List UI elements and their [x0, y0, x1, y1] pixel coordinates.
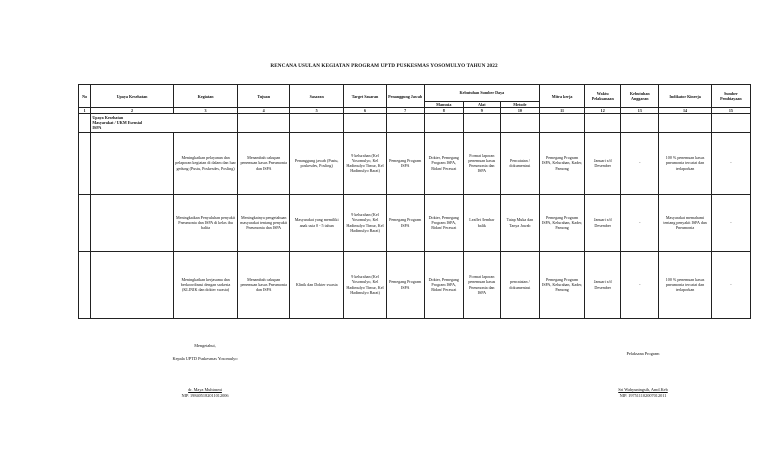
signature-right-position: Pelaksana Program	[626, 351, 660, 356]
column-number: 12	[585, 108, 621, 114]
cell-indikator: 100 % penemuan kasus pneumonia tercatat dan terlaporkan	[659, 251, 711, 318]
cell-mitra: Pemegang Program ISPA, Kelurahan, Kader, Pamong	[539, 132, 584, 194]
cell-sumber: -	[711, 194, 750, 251]
table-row	[79, 132, 751, 194]
column-number: 5	[289, 108, 344, 114]
signature-right-nip: NIP. 197511102007012011	[619, 392, 667, 398]
section-ispa: ISPA	[92, 125, 102, 131]
column-number: 7	[386, 108, 424, 114]
signature-left-position: Kepala UPTD Puskesmas Yosomulyo	[172, 355, 238, 361]
cell-waktu: Januari s/d Desember	[585, 132, 621, 194]
column-number: 15	[711, 108, 750, 114]
signature-left-nip: NIP. 198405182011012006	[181, 392, 229, 398]
header-mitra: Mitra kerja	[539, 85, 584, 108]
cell-waktu: Januari s/d Desember	[585, 194, 621, 251]
table-row	[79, 194, 751, 251]
cell-sasaran: Masyarakat yang memiliki anak usia 0 - 5 tahun	[289, 194, 344, 251]
cell-target: 9 kelurahan (Kel Yosomulyo, Kel Hadimulyo Timur, Kel Hadimulyo Barat)	[344, 251, 386, 318]
signature-right-block	[598, 387, 688, 398]
column-number: 11	[539, 108, 584, 114]
header-metode: Metode	[500, 102, 539, 108]
cell-target: 9 kelurahan (Kel Yosomulyo, Kel Hadimulyo Timur, Kel Hadimulyo Barat)	[344, 132, 386, 194]
cell-pj: Pemegang Program ISPA	[386, 194, 424, 251]
cell-manusia: Dokter, Pemegang Program ISPA, Bidan/ Perawat	[424, 194, 463, 251]
header-sumber: Sumber Pembiayaan	[711, 85, 750, 108]
cell-tujuan: Menambah cakupan penemuan kasus Pneumonia dan ISPA	[238, 132, 289, 194]
header-penanggung-jawab: Penanggung Jawab	[386, 85, 424, 108]
column-number: 8	[424, 108, 463, 114]
header-waktu: Waktu Pelaksanaan	[585, 85, 621, 108]
cell-metode: pencatatan / dokumentasi	[500, 251, 539, 318]
cell-metode: Pencatatan / dokumentasi	[500, 132, 539, 194]
column-number: 10	[500, 108, 539, 114]
section-row	[79, 114, 751, 132]
cell-tujuan: Menambah cakupan penemuan kasus Pneumonia dan ISPA	[238, 251, 289, 318]
header-alat: Alat	[463, 102, 500, 108]
cell-alat: Format laporan penemuan kasus Pneumonia dan ISPA	[463, 251, 500, 318]
cell-anggaran: -	[621, 194, 659, 251]
cell-anggaran: -	[621, 251, 659, 318]
signature-right-header	[598, 351, 688, 357]
header-indikator: Indikator Kinerja	[659, 85, 711, 108]
header-no: No	[79, 85, 91, 108]
cell-mitra: Pemegang Program ISPA, Kelurahan, Kader, Pamong	[539, 194, 584, 251]
cell-sasaran: Penanggung jawab (Pustu, poskesdes, Posling)	[289, 132, 344, 194]
header-tujuan: Tujuan	[238, 85, 289, 108]
column-number: 9	[463, 108, 500, 114]
program-plan-table	[78, 84, 751, 319]
column-number: 13	[621, 108, 659, 114]
cell-sasaran: Klinik dan Dokter swasta	[289, 251, 344, 318]
column-number: 6	[344, 108, 386, 114]
cell-sumber: -	[711, 132, 750, 194]
cell-manusia: Dokter, Pemegang Program ISPA, Bidan/ Perawat	[424, 132, 463, 194]
signature-left-greeting: Mengetahui,	[194, 343, 216, 348]
cell-tujuan: Meningkatnya pengetahuan masyarakat tentang penyakit Pneumonia dan ISPA	[238, 194, 289, 251]
column-number: 1	[79, 108, 91, 114]
header-target: Target Sasaran	[344, 85, 386, 108]
cell-kegiatan: Meningkatkan Penyuluhan penyakit Pneumonia dan ISPA di kelas ibu balita	[173, 194, 238, 251]
signature-right-name: Sri Wahyuningsih, Amd.Keb	[618, 387, 668, 392]
cell-kegiatan: Meningkatkan pelayanan dan pelaporan kegiatan di dalam dan luar gedung (Pustu, Poskesdes, Posling)	[173, 132, 238, 194]
section-label: Upaya Kesehatan Masyarakat / UKM Esensial ISPA	[91, 114, 238, 132]
cell-kegiatan: Meningkatkan kerjasama dan berkoordinasi dengan sarkesta (KLINIK dan dokter swasta)	[173, 251, 238, 318]
signature-left-block	[0, 387, 410, 398]
cell-sumber: -	[711, 251, 750, 318]
cell-indikator: 100 % penemuan kasus pneumonia tercatat dan terlaporkan	[659, 132, 711, 194]
cell-alat: Format laporan penemuan kasus Pneumonia dan ISPA	[463, 132, 500, 194]
header-kegiatan: Kegiatan	[173, 85, 238, 108]
column-number: 14	[659, 108, 711, 114]
header-manusia: Manusia	[424, 102, 463, 108]
cell-waktu: Januari s/d Desember	[585, 251, 621, 318]
column-number: 4	[238, 108, 289, 114]
cell-indikator: Masyarakat memahami tentang penyakit ISPA dan Pneumonia	[659, 194, 711, 251]
document-title: RENCANA USULAN KEGIATAN PROGRAM UPTD PUSKESMAS YOSOMULYO TAHUN 2022	[270, 63, 498, 69]
cell-pj: Pemegang Program ISPA	[386, 251, 424, 318]
header-kebutuhan-sumber-daya: Kebutuhan Sumber Daya	[424, 85, 539, 102]
column-number: 2	[91, 108, 173, 114]
cell-target: 9 kelurahan (Kel Yosomulyo, Kel Hadimulyo Timur, Kel Hadimulyo Barat)	[344, 194, 386, 251]
cell-pj: Pemegang Program ISPA	[386, 132, 424, 194]
cell-manusia: Dokter, Pemegang Program ISPA, Bidan/ Perawat	[424, 251, 463, 318]
cell-anggaran: -	[621, 132, 659, 194]
cell-alat: Leaflet /lembar balik	[463, 194, 500, 251]
signature-left-header	[0, 343, 410, 361]
header-sasaran: Sasaran	[289, 85, 344, 108]
header-upaya: Upaya Kesehatan	[91, 85, 173, 108]
cell-mitra: Pemegang Program ISPA, Kelurahan, Kader, Pamong	[539, 251, 584, 318]
table-row	[79, 251, 751, 318]
signature-left-name: dr. Maya Muhtasmi	[188, 387, 222, 392]
header-anggaran: Kebutuhan Anggaran	[621, 85, 659, 108]
column-number: 3	[173, 108, 238, 114]
cell-metode: Tatap Muka dan Tanya Jawab	[500, 194, 539, 251]
